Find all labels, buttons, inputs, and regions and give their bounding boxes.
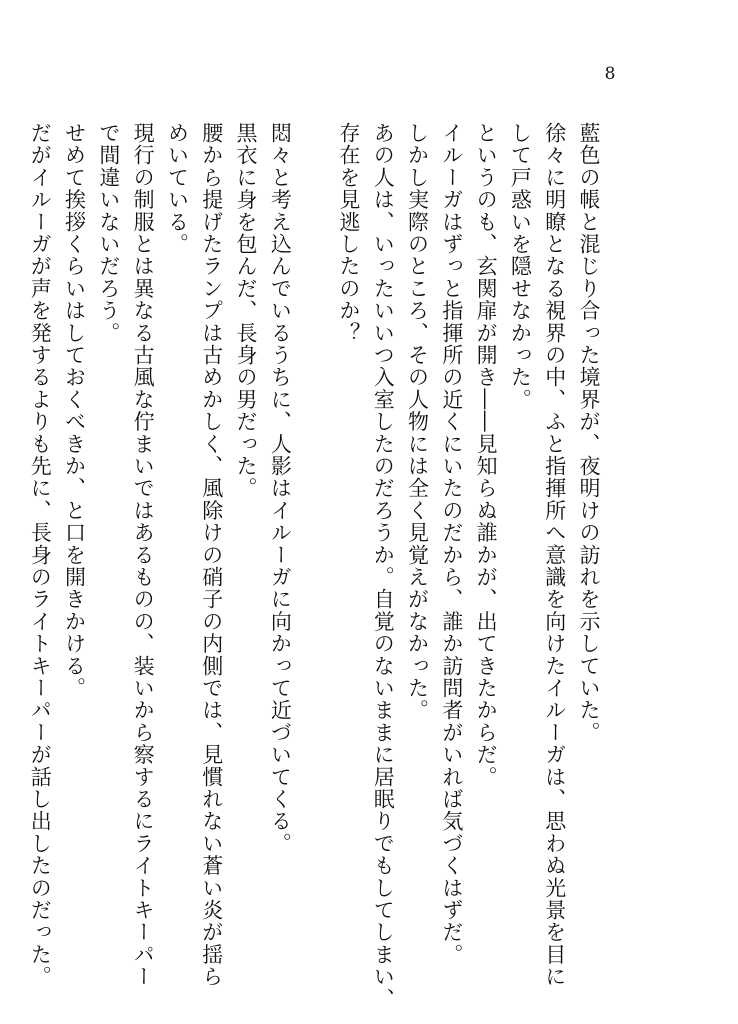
text-line: あの人は、いったいいつ入室したのだろうか。自覚のないままに居眠りでもしてしまい、 [371, 122, 396, 1010]
text-line: しかし実際のところ、その人物には全く見覚えがなかった。 [405, 122, 430, 722]
text-line: で間違いないだろう。 [96, 122, 121, 344]
page-number: 8 [604, 64, 616, 84]
text-line: 藍色の帳と混じり合った境界が、夜明けの訪れを示していた。 [577, 122, 601, 744]
vertical-body-text [28, 122, 606, 1010]
text-line: 黒衣に身を包んだ、長身の男だった。 [234, 122, 259, 500]
text-line: というのも、玄関扉が開き――見知らぬ誰かが、出てきたからだ。 [474, 122, 499, 788]
text-line: せめて挨拶くらいはしておくべきか、と口を開きかける。 [62, 122, 87, 700]
text-line: イルーガはずっと指揮所の近くにいたのだから、誰か訪問者がいれば気づくはずだ。 [439, 122, 464, 966]
text-line: して戸惑いを隠せなかった。 [508, 122, 533, 411]
text-line: 現行の制服とは異なる古風な佇まいではあるものの、装いから察するにライトキーパー [131, 122, 156, 988]
text-line: 腰から提げたランプは古めかしく、風除けの硝子の内側では、見慣れない蒼い炎が揺ら [199, 122, 224, 988]
text-line: めいている。 [165, 122, 190, 256]
blank-line [297, 122, 331, 922]
text-line: 存在を見逃したのか？ [336, 122, 361, 344]
text-line: だがイルーガが声を発するよりも先に、長身のライトキーパーが話し出したのだった。 [28, 122, 53, 988]
text-line: 徐々に明瞭となる視界の中、ふと指揮所へ意識を向けたイルーガは、思わぬ光景を目に [542, 122, 567, 988]
text-line: 悶々と考え込んでいるうちに、人影はイルーガに向かって近づいてくる。 [268, 122, 293, 855]
